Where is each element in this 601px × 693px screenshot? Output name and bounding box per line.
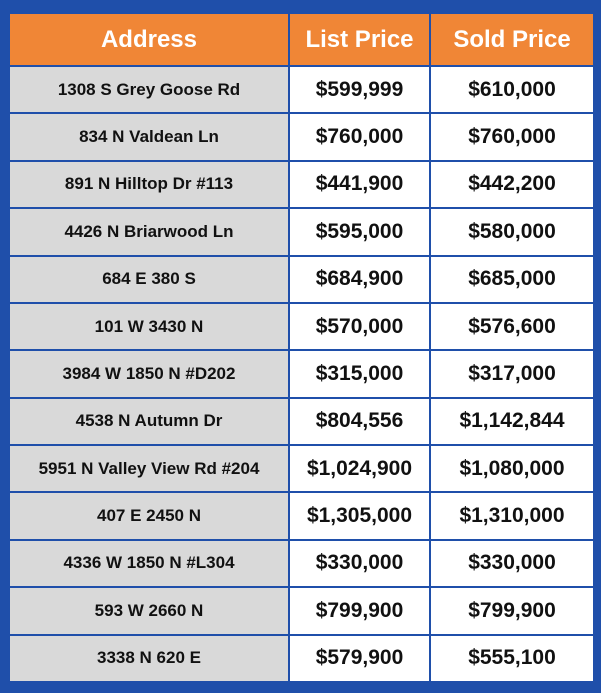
- list-price-cell: $804,556: [289, 398, 430, 445]
- address-cell: 3338 N 620 E: [9, 635, 289, 683]
- sold-price-cell: $317,000: [430, 350, 594, 397]
- sold-price-cell: $576,600: [430, 303, 594, 350]
- address-cell: 684 E 380 S: [9, 256, 289, 303]
- list-price-cell: $570,000: [289, 303, 430, 350]
- sales-table-frame: [8, 12, 593, 683]
- sold-price-cell: $1,310,000: [430, 492, 594, 539]
- header-row: [9, 13, 594, 66]
- sold-price-cell: $760,000: [430, 113, 594, 160]
- table-row: [9, 303, 594, 350]
- address-cell: 4538 N Autumn Dr: [9, 398, 289, 445]
- address-cell: 4336 W 1850 N #L304: [9, 540, 289, 587]
- table-row: [9, 492, 594, 539]
- list-price-cell: $1,305,000: [289, 492, 430, 539]
- list-price-cell: $599,999: [289, 66, 430, 113]
- sold-price-cell: $1,142,844: [430, 398, 594, 445]
- address-cell: 1308 S Grey Goose Rd: [9, 66, 289, 113]
- list-price-cell: $799,900: [289, 587, 430, 634]
- table-row: [9, 540, 594, 587]
- sold-price-cell: $442,200: [430, 161, 594, 208]
- address-cell: 5951 N Valley View Rd #204: [9, 445, 289, 492]
- list-price-cell: $441,900: [289, 161, 430, 208]
- address-cell: 4426 N Briarwood Ln: [9, 208, 289, 255]
- table-row: [9, 161, 594, 208]
- header-sold-price: Sold Price: [430, 13, 594, 66]
- sales-table: [8, 12, 595, 683]
- address-cell: 891 N Hilltop Dr #113: [9, 161, 289, 208]
- table-row: [9, 256, 594, 303]
- table-row: [9, 587, 594, 634]
- address-cell: 834 N Valdean Ln: [9, 113, 289, 160]
- header-address: Address: [9, 13, 289, 66]
- header-list-price: List Price: [289, 13, 430, 66]
- list-price-cell: $760,000: [289, 113, 430, 160]
- table-row: [9, 66, 594, 113]
- list-price-cell: $1,024,900: [289, 445, 430, 492]
- sold-price-cell: $610,000: [430, 66, 594, 113]
- list-price-cell: $595,000: [289, 208, 430, 255]
- sold-price-cell: $580,000: [430, 208, 594, 255]
- address-cell: 3984 W 1850 N #D202: [9, 350, 289, 397]
- sold-price-cell: $685,000: [430, 256, 594, 303]
- sold-price-cell: $799,900: [430, 587, 594, 634]
- table-row: [9, 113, 594, 160]
- sold-price-cell: $330,000: [430, 540, 594, 587]
- address-cell: 593 W 2660 N: [9, 587, 289, 634]
- table-row: [9, 445, 594, 492]
- list-price-cell: $684,900: [289, 256, 430, 303]
- table-row: [9, 398, 594, 445]
- table-row: [9, 350, 594, 397]
- sold-price-cell: $1,080,000: [430, 445, 594, 492]
- list-price-cell: $315,000: [289, 350, 430, 397]
- address-cell: 407 E 2450 N: [9, 492, 289, 539]
- list-price-cell: $579,900: [289, 635, 430, 683]
- address-cell: 101 W 3430 N: [9, 303, 289, 350]
- sold-price-cell: $555,100: [430, 635, 594, 683]
- table-row: [9, 635, 594, 683]
- table-row: [9, 208, 594, 255]
- list-price-cell: $330,000: [289, 540, 430, 587]
